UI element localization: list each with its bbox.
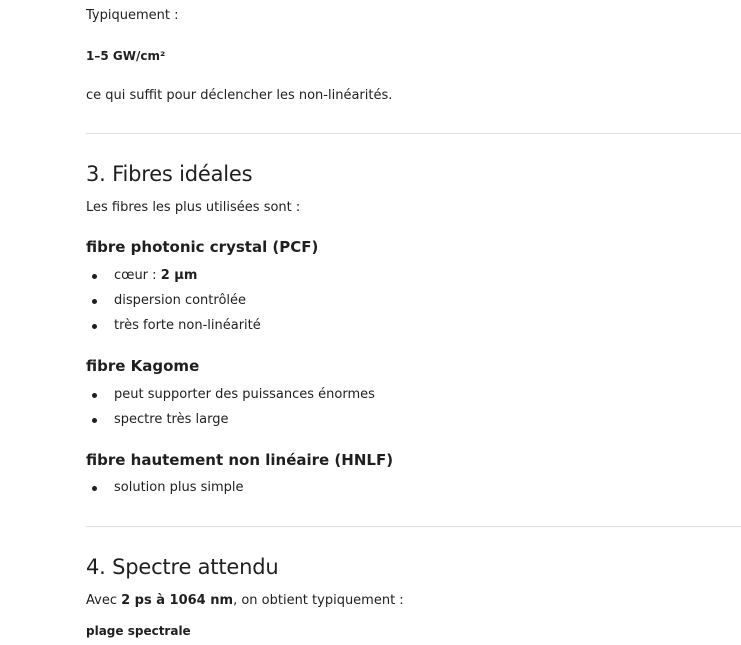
section4-intro-prefix: Avec (86, 593, 122, 608)
intensity-conclusion: ce qui suffit pour déclencher les non-linéarités. (86, 88, 393, 103)
list-item-text: cœur : (114, 268, 161, 283)
section3-title: 3. Fibres idéales (86, 162, 253, 186)
section4-title: 4. Spectre attendu (86, 555, 279, 579)
list-item-text: très forte non-linéarité (114, 318, 261, 333)
section-divider (86, 526, 741, 527)
pulse-parameters: 2 ps à 1064 nm (121, 593, 234, 608)
bullet-icon (92, 324, 97, 329)
list-item-text: peut supporter des puissances énormes (114, 387, 375, 402)
list-item-text: spectre très large (114, 412, 229, 427)
section4-intro-suffix: , on obtient typiquement : (233, 593, 404, 608)
bullet-icon (92, 274, 97, 279)
list-item-text: solution plus simple (114, 480, 244, 495)
section4-intro (86, 592, 404, 610)
intensity-intro: Typiquement : (86, 8, 179, 23)
bullet-icon (92, 299, 97, 304)
core-size-value: 2 µm (160, 268, 198, 283)
spectral-range-heading: plage spectrale (86, 624, 191, 638)
bullet-icon (92, 393, 97, 398)
bullet-icon (92, 418, 97, 423)
list-item-text: dispersion contrôlée (114, 293, 246, 308)
section-divider (86, 133, 741, 134)
intensity-value: 1–5 GW/cm² (86, 49, 166, 63)
bullet-icon (92, 486, 97, 491)
fiber-pcf-heading: fibre photonic crystal (PCF) (86, 238, 319, 256)
section3-intro: Les fibres les plus utilisées sont : (86, 200, 301, 215)
fiber-kagome-heading: fibre Kagome (86, 357, 200, 375)
fiber-hnlf-heading: fibre hautement non linéaire (HNLF) (86, 451, 394, 469)
